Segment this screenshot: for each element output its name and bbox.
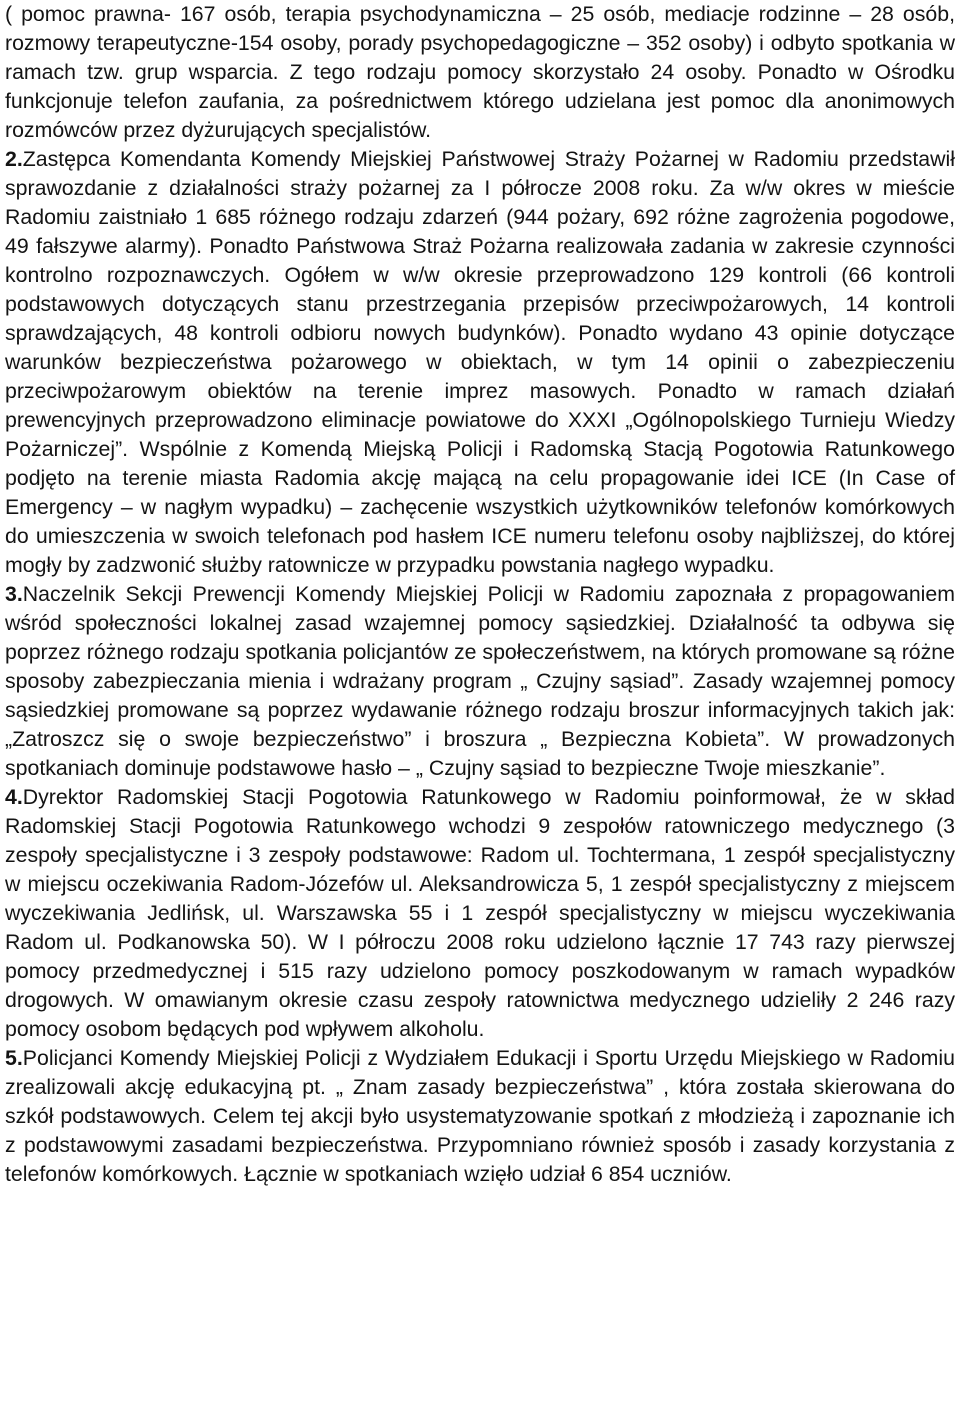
paragraph-text: Policjanci Komendy Miejskiej Policji z Wydziałem Edukacji i Sportu Urzędu Miejskiego w Radomiu zrealizowali akcję edukacyjną pt. „ Znam zasady bezpieczeństwa” , która została skierowana do szkół podstawowych. Celem tej akcji było usystematyzowanie spotkań z młodzieżą i zapoznanie ich z podstawowymi zasadami bezpieczeństwa. Przypomniano również sposób i zasady korzystania z telefonów komórkowych. Łącznie w spotkaniach wzięło udział 6 854 uczniów. (5, 1046, 955, 1186)
paragraph-item-4 (5, 783, 955, 1044)
paragraph-number: 5. (5, 1046, 23, 1070)
paragraph-number: 4. (5, 785, 23, 809)
paragraph-item-5 (5, 1044, 955, 1189)
paragraph-number: 2. (5, 147, 23, 171)
paragraph-item-2 (5, 145, 955, 580)
paragraph-text: Naczelnik Sekcji Prewencji Komendy Miejskiej Policji w Radomiu zapoznała z propagowaniem wśród społeczności lokalnej zasad wzajemnej pomocy sąsiedzkiej. Działalność ta odbywa się poprzez różnego rodzaju spotkania policjantów ze społeczeństwem, na których promowane są różne sposoby zabezpieczania mienia i wdrażany program „ Czujny sąsiad”. Zasady wzajemnej pomocy sąsiedzkiej promowane są poprzez wydawanie różnego rodzaju broszur informacyjnych takich jak: „Zatroszcz się o swoje bezpieczeństwo” i broszura „ Bezpieczna Kobieta”. W prowadzonych spotkaniach dominuje podstawowe hasło – „ Czujny sąsiad to bezpieczne Twoje mieszkanie”. (5, 582, 955, 780)
paragraph-continuation (5, 0, 955, 145)
paragraph-text: Zastępca Komendanta Komendy Miejskiej Państwowej Straży Pożarnej w Radomiu przedstawił sprawozdanie z działalności straży pożarnej za I półrocze 2008 roku. Za w/w okres w mieście Radomiu zaistniało 1 685 różnego rodzaju zdarzeń (944 pożary, 692 różne zagrożenia pogodowe, 49 fałszywe alarmy). Ponadto Państwowa Straż Pożarna realizowała zadania w zakresie czynności kontrolno rozpoznawczych. Ogółem w w/w okresie przeprowadzono 129 kontroli (66 kontroli podstawowych dotyczących stanu przestrzegania przepisów przeciwpożarowych, 14 kontroli sprawdzających, 48 kontroli odbioru nowych budynków). Ponadto wydano 43 opinie dotyczące warunków bezpieczeństwa pożarowego w obiektach, w tym 14 opinii o zabezpieczeniu przeciwpożarowym obiektów na terenie imprez masowych. Ponadto w ramach działań prewencyjnych przeprowadzono eliminacje powiatowe do XXXI „Ogólnopolskiego Turnieju Wiedzy Pożarniczej”. Wspólnie z Komendą Miejską Policji i Radomską Stacją Pogotowia Ratunkowego podjęto na terenie miasta Radomia akcję mającą na celu propagowanie idei ICE (In Case of Emergency – w nagłym wypadku) – zachęcenie wszystkich użytkowników telefonów komórkowych do umieszczenia w swoich telefonach pod hasłem ICE numeru telefonu osoby najbliższej, do której mogły by zadzwonić służby ratownicze w przypadku powstania nagłego wypadku. (5, 147, 955, 577)
paragraph-text: ( pomoc prawna- 167 osób, terapia psychodynamiczna – 25 osób, mediacje rodzinne – 28 osób, rozmowy terapeutyczne-154 osoby, porady psychopedagogiczne – 352 osoby) i odbyto spotkania w ramach tzw. grup wsparcia. Z tego rodzaju pomocy skorzystało 24 osoby. Ponadto w Ośrodku funkcjonuje telefon zaufania, za pośrednictwem którego udzielana jest pomoc dla anonimowych rozmówców przez dyżurujących specjalistów. (5, 2, 955, 142)
paragraph-text: Dyrektor Radomskiej Stacji Pogotowia Ratunkowego w Radomiu poinformował, że w skład Radomskiej Stacji Pogotowia Ratunkowego wchodzi 9 zespołów ratowniczego medycznego (3 zespoły specjalistyczne i 3 zespoły podstawowe: Radom ul. Tochtermana, 1 zespół specjalistyczny w miejscu oczekiwania Radom-Józefów ul. Aleksandrowicza 5, 1 zespół specjalistyczny z miejscem wyczekiwania Jedlińsk, ul. Warszawska 55 i 1 zespół specjalistyczny w miejscu wyczekiwania Radom ul. Podkanowska 50). W I półroczu 2008 roku udzielono łącznie 17 743 razy pierwszej pomocy przedmedycznej i 515 razy udzielono pomocy poszkodowanym w ramach wypadków drogowych. W omawianym okresie czasu zespoły ratownictwa medycznego udzieliły 2 246 razy pomocy osobom będących pod wpływem alkoholu. (5, 785, 955, 1041)
paragraph-number: 3. (5, 582, 23, 606)
paragraph-item-3 (5, 580, 955, 783)
